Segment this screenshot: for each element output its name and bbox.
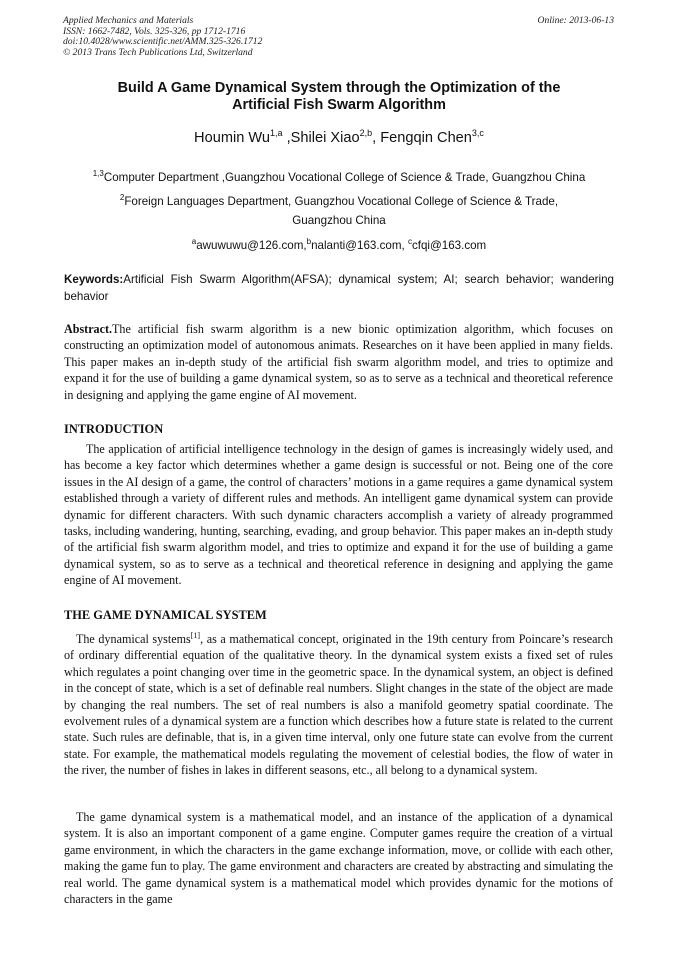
abstract-label: Abstract. [64, 322, 113, 336]
affiliation-text: Computer Department ,Guangzhou Vocational College of Science & Trade, Guangzhou China [103, 170, 586, 184]
affiliation-mark: 1,3 [92, 169, 104, 178]
online-date: Online: 2013-06-13 [537, 15, 614, 26]
introduction-paragraph: The application of artificial intelligence technology in the design of games is increasingly widely used, and has become a key factor which determines whether a game design is successful or not. Being one of the core issues in the AI design of a game, the control of characters’ motions in a game requires a game dynamical system established through a variety of different rules and methods. An intelligent game dynamical system can provide dynamic for different characters. With such dynamic characters accomplish a variety of already programmed tasks, including wandering, hunting, searching, evading, and group behavior. This paper makes an in-depth study of the artificial fish swarm algorithm model, and tries to optimize and expand it for the use of building a game dynamical system, so as to serve as a technical and theoretical reference in designing and applying the game engine of AI movement. [64, 442, 613, 588]
section-heading-introduction: INTRODUCTION [64, 422, 164, 436]
author-affiliation-mark: 1,a [270, 128, 283, 138]
email-link[interactable]: nalanti@163.com [311, 238, 402, 252]
paper-title [40, 80, 638, 114]
email-mark: b [306, 237, 312, 246]
author-affiliation-mark: 2,b [359, 128, 373, 138]
affiliation-mark: 2 [119, 193, 125, 202]
keywords-text: Artificial Fish Swarm Algorithm(AFSA); dynamical system; AI; search behavior; wandering behavior [64, 273, 614, 303]
author-name: Fengqin Chen [380, 129, 472, 146]
paragraph-text: The dynamical systems [76, 632, 191, 647]
paragraph-text: , as a mathematical concept, originated in the 19th century from Poincare’s research of ordinary differential equation of the qualitative theory. In the dynamical system exists a fixed set of rules which regulates a point changing over time in the geometric space. In the dynamical system, an object is defined in the concept of state, which is a set of definable real numbers. Slight changes in the state of the object are made by changing the real numbers. The set of real numbers is also a manifold geometry spatial coordinate. The evolvement rules of a dynamical system are a function which describes how a future state is related to the current state. Such rules are definable, that is, in a given time interval, only one future state can evolve from the current state. For example, the mathematical models regulating the movement of celestial bodies, the flow of water in the river, the number of fishes in lakes in different seasons, etc., all belong to a dynamical system. [64, 632, 613, 778]
journal-issn: ISSN: 1662-7482, Vols. 325-326, pp 1712-1716 [63, 25, 246, 37]
abstract-text: The artificial fish swarm algorithm is a new bionic optimization algorithm, which focuses on constructing an optimization model of autonomous animats. Researches on it have been applied in many fields. This paper makes an in-depth study of the artificial fish swarm algorithm model, and tries to optimize and expand it for the use of building a game dynamical system, so as to serve as a technical and theoretical reference in designing and applying the game engine of AI movement. [64, 322, 613, 402]
abstract [64, 321, 613, 403]
journal-doi: doi:10.4028/www.scientific.net/AMM.325-326.1712 [63, 36, 263, 48]
email-mark: c [407, 237, 412, 246]
journal-header [63, 16, 614, 58]
citation-ref[interactable]: [1] [190, 631, 201, 640]
section-heading-game-dynamical-system: THE GAME DYNAMICAL SYSTEM [64, 608, 267, 622]
affiliation-text-cont: Guangzhou China [292, 213, 386, 227]
game-dynamical-system-paragraph-1 [64, 628, 613, 779]
author-name: Houmin Wu [194, 129, 271, 146]
title-line-2: Artificial Fish Swarm Algorithm [232, 97, 446, 113]
keywords [64, 271, 614, 305]
affiliation-text: Foreign Languages Department, Guangzhou Vocational College of Science & Trade, [124, 194, 559, 208]
affiliation-2 [40, 188, 638, 230]
affiliation-1 [40, 164, 638, 187]
email-link[interactable]: cfqi@163.com [411, 238, 487, 252]
journal-copyright: © 2013 Trans Tech Publications Ltd, Switzerland [63, 46, 253, 58]
email-mark: a [191, 237, 197, 246]
keywords-label: Keywords: [64, 273, 124, 286]
author-list: Houmin Wu$^{1,a}$ ,Shilei Xiao$^{2,b}$, Fengqin Chen$^{3,c}$ [194, 128, 484, 146]
email-list: $^a$awuwuwu@126.com,$^b$nalanti@163.com, $^c$cfqi@163.com [191, 237, 487, 252]
email-link[interactable]: awuwuwu@126.com [196, 238, 304, 252]
author-name: Shilei Xiao [290, 129, 360, 146]
journal-name: Applied Mechanics and Materials [63, 15, 194, 26]
title-line-1: Build A Game Dynamical System through the Optimization of the [117, 80, 561, 96]
author-affiliation-mark: 3,c [471, 128, 484, 138]
game-dynamical-system-paragraph-2: The game dynamical system is a mathematical model, and an instance of the application of a dynamical system. It is also an important component of a game engine. Computer games require the creation of a virtual game environment, in which the characters in the game exchange information, move, or collide with each other, making the game fun to play. The game environment and characters are created by abstracting and simulating the real world. The game dynamical system is a mathematical model which provides dynamic for the motions of characters in the game [64, 810, 613, 907]
